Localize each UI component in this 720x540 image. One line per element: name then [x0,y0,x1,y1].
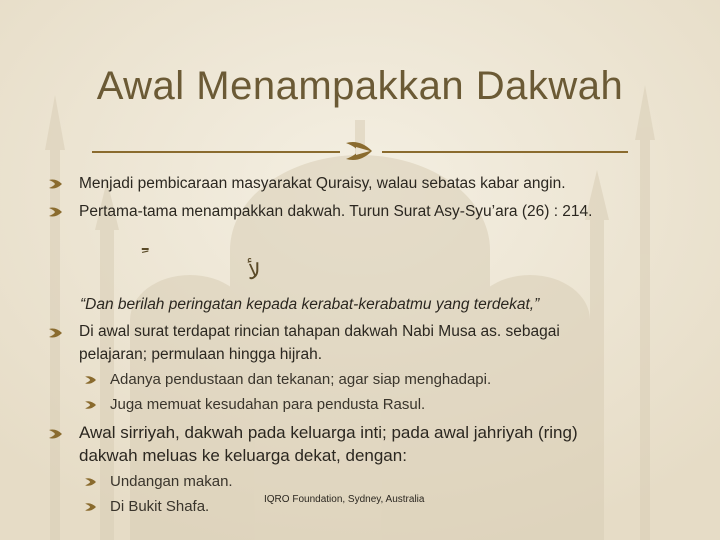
sub-bullet-text-a2: Juga memuat kesudahan para pendusta Rasul. [110,396,426,413]
ornamental-arrow-icon [48,428,64,440]
bullet-text-4-line1: Awal sirriyah, dakwah pada keluarga inti; pada awal jahriyah (ring) [79,423,578,442]
bullet-text-2: Pertama-tama menampakkan dakwah. Turun Surat Asy-Syu’ara (26) : 214. [79,203,593,220]
ornamental-arrow-icon [84,477,98,487]
arabic-fragment-1: ـِ [142,231,149,256]
bullet-text-1: Menjadi pembicaraan masyarakat Quraisy, walau sebatas kabar angin. [79,175,566,192]
divider-line-right [382,151,628,153]
arabic-fragment-2: لأ [248,260,261,285]
ornamental-arrow-icon [48,206,64,218]
ornamental-arrow-icon [84,400,98,410]
divider-line-left [92,151,340,153]
ornamental-arrow-icon [48,178,64,190]
page-title: Awal Menampakkan Dakwah [96,64,624,108]
ornamental-arrow-icon [84,375,98,385]
ornament-icon [342,137,378,165]
sub-bullet-text-a1: Adanya pendustaan dan tekanan; agar siap menghadapi. [110,371,492,388]
sub-bullet-text-b1: Undangan makan. [110,473,233,490]
footer-credit: IQRO Foundation, Sydney, Australia [264,494,425,505]
sub-bullet-text-b2: Di Bukit Shafa. [110,498,210,515]
quote-text: “Dan berilah peringatan kepada kerabat-kerabatmu yang terdekat,” [80,296,540,313]
ornamental-arrow-icon [84,502,98,512]
bullet-text-3-line1: Di awal surat terdapat rincian tahapan dakwah Nabi Musa as. sebagai [79,323,560,340]
bullet-text-4-line2: dakwah meluas ke keluarga dekat, dengan: [79,446,407,465]
bullet-text-3-line2: pelajaran; permulaan hingga hijrah. [79,346,322,363]
ornamental-arrow-icon [48,327,64,339]
